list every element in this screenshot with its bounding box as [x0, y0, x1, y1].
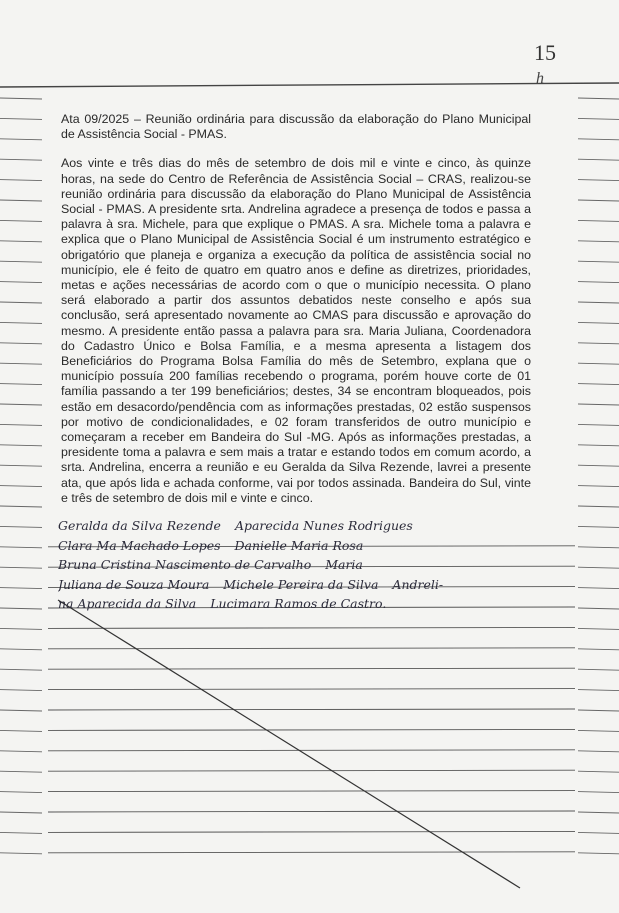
- rule-line: [0, 363, 42, 364]
- rule-line: [48, 648, 575, 649]
- rule-line: [578, 404, 619, 405]
- signature: na Aparecida da Silva: [58, 596, 197, 612]
- rule-line: [578, 751, 619, 752]
- rule-line: [578, 139, 619, 140]
- signature-line: [58, 536, 538, 556]
- rule-line: [0, 669, 42, 670]
- rule-line: [578, 506, 619, 507]
- rule-line: [578, 384, 619, 385]
- rule-line: [0, 547, 42, 548]
- rule-line: [0, 567, 42, 568]
- rule-line: [578, 424, 619, 425]
- signature-block: [58, 516, 538, 614]
- rule-line: [578, 159, 619, 160]
- rule-line: [578, 649, 619, 650]
- rule-line: [0, 200, 42, 201]
- rule-line: [0, 465, 42, 466]
- rule-line: [0, 404, 42, 405]
- rule-line: [578, 567, 619, 568]
- rule-line: [0, 98, 42, 99]
- rule-line: [0, 792, 42, 793]
- rule-line: [0, 526, 42, 527]
- signature: Maria: [325, 557, 363, 573]
- rule-line: [578, 445, 619, 446]
- rule-line: [0, 853, 42, 854]
- rule-line: [578, 792, 619, 793]
- rule-line: [0, 506, 42, 507]
- rule-line: [578, 669, 619, 670]
- rule-line: [578, 322, 619, 323]
- rule-line: [0, 220, 42, 221]
- signature: Geralda da Silva Rezende: [58, 518, 221, 533]
- rule-line: [578, 118, 619, 119]
- rule-line: [0, 445, 42, 446]
- rule-line: [578, 302, 619, 303]
- rule-line: [48, 689, 575, 690]
- rule-line: [0, 690, 42, 691]
- rule-line: [0, 343, 42, 344]
- rule-line: [578, 853, 619, 854]
- rule-line: [578, 812, 619, 813]
- rule-line: [48, 627, 575, 628]
- rule-line: [0, 282, 42, 283]
- signature: Andreli-: [392, 576, 444, 592]
- rule-line: [0, 180, 42, 181]
- rule-line: [0, 751, 42, 752]
- rule-line: [0, 118, 42, 119]
- rule-line: [578, 241, 619, 242]
- rule-line: [578, 363, 619, 364]
- signature: Juliana de Souza Moura: [58, 576, 210, 592]
- rule-line: [578, 526, 619, 527]
- signature: Bruna Cristina Nascimento de Carvalho: [58, 557, 312, 573]
- rule-line: [0, 771, 42, 772]
- rule-line: [0, 812, 42, 813]
- signature-line: [58, 594, 538, 614]
- rule-line: [58, 600, 520, 888]
- rule-line: [578, 261, 619, 262]
- rule-line: [578, 547, 619, 548]
- minutes-body: Aos vinte e três dias do mês de setembro de dois mil e vinte e cinco, às quinze horas, na sede do Centro de Referência de Assistência Social – CRAS, realizou-se reunião ordinária para discussão da elaboração do Plano Municipal de Assistência Social - PMAS. A presidente srta. Andrelina agradece a presença de todos e passa a palavra à sra. Michele, para que explique o PMAS. A sra. Michele toma a palavra e explica que o Plano Municipal de Assistência Social é um instrumento estratégico e obrigatório que planeja e organiza a execução da política de assistência social no município, ele é feito de quatro em quatro anos e define as diretrizes, prioridades, metas e ações necessárias de acordo com o que o município necessita. O plano será elaborado a partir dos assuntos debatidos neste conselho e após sua conclusão, será apresentado novamente ao CMAS para discussão e aprovação do mesmo. A presidente então passa a palavra para sra. Maria Juliana, Coordenadora do Cadastro Único e Bolsa Família, e a mesma apresenta a listagem dos Beneficiários do Programa Bolsa Família do mês de Setembro, explana que o município possuía 200 famílias recebendo o programa, porém houve corte de 01 família passando a ter 199 beneficiários; destes, 34 se encontram bloqueados, pois estão em desacordo/pendência com as informações prestadas, 02 estão suspensos por motivo de condicionalidades, e 02 foram transferidos de outro município e começaram a receber em Bandeira do Sul -MG. Após as informações prestadas, a presidente toma a palavra e sem mais a tratar e estando todos em comum acordo, a srta. Andrelina, encerra a reunião e eu Geralda da Silva Rezende, lavrei a presente ata, que após lida e achada conforme, vai por todos assinada. Bandeira do Sul, vinte e três de setembro de dois mil e vinte e cinco.: [61, 156, 531, 505]
- rule-line: [0, 424, 42, 425]
- rule-line: [0, 322, 42, 323]
- rule-line: [0, 241, 42, 242]
- rule-line: [578, 98, 619, 99]
- rule-line: [48, 750, 575, 751]
- rule-line: [578, 588, 619, 589]
- rule-line: [0, 159, 42, 160]
- rule-line: [578, 465, 619, 466]
- rule-line: [0, 628, 42, 629]
- rule-line: [0, 608, 42, 609]
- rule-line: [0, 384, 42, 385]
- rule-line: [48, 770, 575, 771]
- corner-mark: h: [536, 70, 544, 87]
- rule-line: [0, 261, 42, 262]
- rule-line: [578, 730, 619, 731]
- minutes-text: [61, 112, 531, 520]
- rule-line: [578, 628, 619, 629]
- rule-line: [0, 139, 42, 140]
- rule-line: [578, 343, 619, 344]
- signature-line: [58, 516, 538, 536]
- rule-line: [0, 486, 42, 487]
- rule-line: [48, 668, 575, 669]
- rule-line: [0, 649, 42, 650]
- rule-line: [0, 710, 42, 711]
- signature: Danielle Maria Rosa: [234, 537, 364, 553]
- rule-line: [578, 690, 619, 691]
- signature-line: [58, 555, 538, 575]
- page-number: 15: [534, 40, 556, 65]
- rule-line: [578, 710, 619, 711]
- rule-line: [0, 588, 42, 589]
- rule-line: [578, 200, 619, 201]
- signature-line: [58, 575, 538, 595]
- signature: Michele Pereira da Silva: [223, 576, 379, 592]
- rule-line: [48, 811, 575, 812]
- rule-line: [48, 852, 575, 853]
- rule-line: [578, 220, 619, 221]
- rule-line: [578, 180, 619, 181]
- rule-line: [0, 730, 42, 731]
- rule-line: [0, 83, 619, 87]
- rule-line: [578, 608, 619, 609]
- rule-line: [578, 771, 619, 772]
- minutes-title: Ata 09/2025 – Reunião ordinária para discussão da elaboração do Plano Municipal de Assistência Social - PMAS.: [61, 112, 531, 142]
- signature: Clara Ma Machado Lopes: [58, 537, 221, 553]
- rule-line: [0, 302, 42, 303]
- rule-line: [48, 709, 575, 710]
- signature: Aparecida Nunes Rodrigues: [234, 518, 413, 533]
- rule-line: [48, 729, 575, 730]
- rule-line: [578, 282, 619, 283]
- rule-line: [578, 486, 619, 487]
- signature: Lucimara Ramos de Castro.: [210, 596, 387, 612]
- rule-line: [48, 791, 575, 792]
- rule-line: [578, 832, 619, 833]
- rule-line: [0, 832, 42, 833]
- rule-line: [48, 831, 575, 832]
